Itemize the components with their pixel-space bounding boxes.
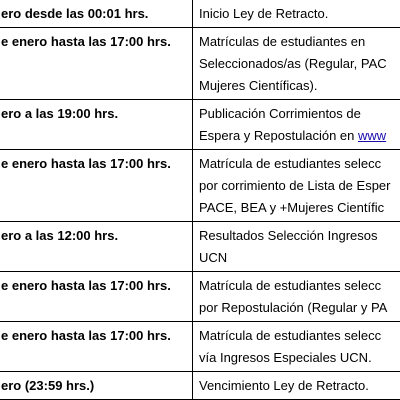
description-line	[199, 125, 400, 147]
date-cell: e enero hasta las 17:00 hrs.	[0, 272, 193, 322]
description-text: Espera y Repostulación en	[199, 128, 358, 143]
table-row	[0, 150, 400, 222]
description-cell	[193, 100, 400, 150]
description-cell	[193, 150, 400, 222]
description-line: Resultados Selección Ingresos	[199, 228, 378, 243]
website-link[interactable]: www	[357, 128, 387, 143]
description-cell	[193, 322, 400, 372]
description-cell	[193, 272, 400, 322]
description-line: Seleccionados/as (Regular, PAC	[199, 56, 387, 71]
description-line: Mujeres Científicas).	[199, 78, 318, 93]
table-row	[0, 0, 400, 28]
description-cell	[193, 372, 400, 400]
description-line: Vencimiento Ley de Retracto.	[199, 378, 369, 393]
date-cell: ero a las 12:00 hrs.	[0, 222, 193, 272]
description-line: UCN	[199, 250, 228, 265]
table-row	[0, 272, 400, 322]
description-line: Matrícula de estudiantes selecc	[199, 328, 382, 343]
description-line: Matrícula de estudiantes selecc	[199, 278, 382, 293]
table-row	[0, 372, 400, 400]
date-cell: ero desde las 00:01 hrs.	[0, 0, 193, 28]
date-cell: e enero hasta las 17:00 hrs.	[0, 150, 193, 222]
table-row	[0, 28, 400, 100]
date-cell: ero (23:59 hrs.)	[0, 372, 193, 400]
description-cell	[193, 222, 400, 272]
description-line: por Repostulación (Regular y PA	[199, 300, 388, 315]
date-cell: e enero hasta las 17:00 hrs.	[0, 322, 193, 372]
date-cell: ero a las 19:00 hrs.	[0, 100, 193, 150]
description-line: Inicio Ley de Retracto.	[199, 6, 329, 21]
description-line: Matrícula de estudiantes selecc	[199, 156, 382, 171]
description-line: por corrimiento de Lista de Esper	[199, 178, 391, 193]
description-line: vía Ingresos Especiales UCN.	[199, 350, 372, 365]
date-cell: e enero hasta las 17:00 hrs.	[0, 28, 193, 100]
description-line: PACE, BEA y +Mujeres Científic	[199, 200, 385, 215]
table-row	[0, 100, 400, 150]
description-cell	[193, 28, 400, 100]
table-row	[0, 222, 400, 272]
description-line: Publicación Corrimientos de	[199, 106, 361, 121]
table-row	[0, 322, 400, 372]
description-cell	[193, 0, 400, 28]
description-line: Matrículas de estudiantes en	[199, 34, 366, 49]
